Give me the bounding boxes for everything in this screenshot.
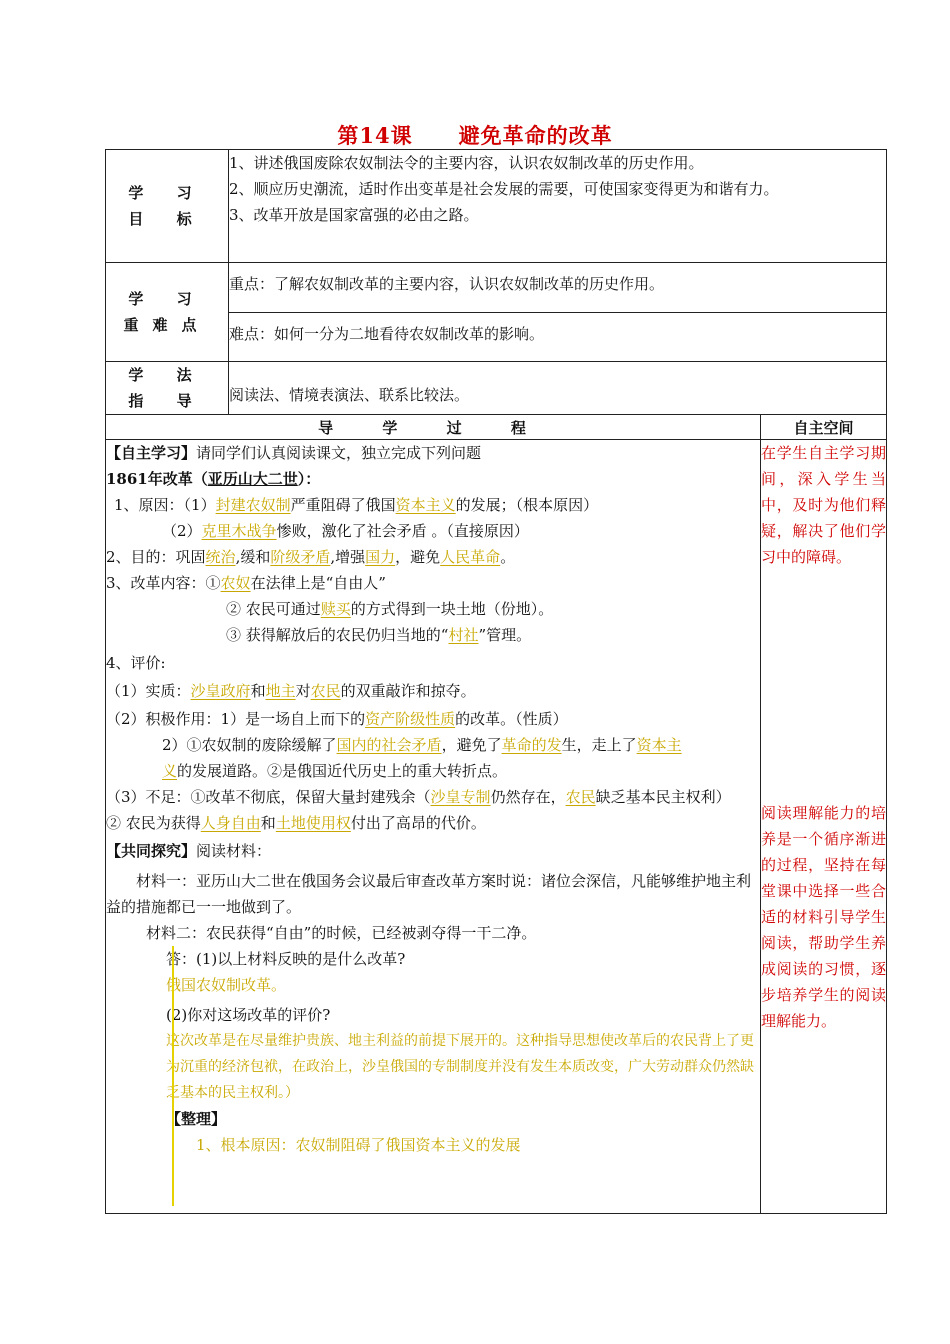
lesson-plan-table [105,149,887,1214]
answer-1: 俄国农奴制改革。 [166,976,287,994]
difficult-point: 难点：如何一分为二地看待农奴制改革的影响。 [229,313,887,362]
space-note-1: 在学生自主学习期间，深入学生当中，及时为他们释疑，解决了他们学习中的障碍。 [761,444,886,566]
objectives-label: 学 习 目 标 [106,150,229,263]
objectives-row [106,150,887,263]
question-2: (2)你对这场改革的评价? [166,1006,331,1024]
lesson-title [0,120,950,150]
method-label: 学 法 指 导 [106,362,229,415]
sort-item-1: 1、根本原因：农奴制阻碍了俄国资本主义的发展 [196,1136,521,1154]
reform-title: 1861年改革（亚历山大二世）： [106,470,321,488]
keypoint-row [106,263,887,313]
positive-line-1: （2）积极作用：1）是一场自上而下的资产阶级性质的改革。（性质） [106,710,568,728]
process-row [106,440,887,1214]
answer-2: 这次改革是在尽量维护贵族、地主利益的前提下展开的。这种指导思想使改革后的农民背上了更为沉重的经济包袱，在政治上，沙皇俄国的专制制度并没有发生本质改变，广大劳动群众仍然缺乏基本的民主权利。） [166,1033,754,1101]
method-text: 阅读法、情境表演法、联系比较法。 [229,362,887,415]
space-column [761,440,887,1214]
process-content [106,440,761,1214]
objective-3: 3、改革开放是国家富强的必由之路。 [229,206,479,224]
material-2: 材料二：农民获得“自由”的时候，已经被剥夺得一干二净。 [146,924,537,942]
self-study-tag: 【自主学习】 [106,444,197,462]
keypoints-label: 学 习 重难点 [106,263,229,362]
key-point: 重点：了解农奴制改革的主要内容，认识农奴制改革的历史作用。 [229,263,887,313]
negative-line-1: （3）不足：①改革不彻底，保留大量封建残余（沙皇专制仍然存在，农民缺乏基本民主权利） [106,788,731,806]
method-row [106,362,887,415]
lesson-name: 避免革命的改革 [458,123,613,148]
cause-line-1: 1、原因：（1）封建农奴制严重阻碍了俄国资本主义的发展；（根本原因） [114,496,599,514]
explore-heading: 【共同探究】阅读材料： [106,842,272,860]
lesson-number: 第14课 [337,123,413,148]
positive-line-3: 义的发展道路。②是俄国近代历史上的重大转折点。 [162,762,508,780]
evaluation-heading: 4、评价: [106,654,166,672]
content-line-3: ③ 获得解放后的农民仍归当地的“村社”管理。 [226,626,532,644]
self-study-text: 请同学们认真阅读课文，独立完成下列问题 [196,444,482,462]
space-header: 自主空间 [761,415,887,440]
negative-line-2: ② 农民为获得人身自由和土地使用权付出了高昂的代价。 [106,814,486,832]
objectives-content [229,150,887,263]
objective-1: 1、讲述俄国废除农奴制法令的主要内容，认识农奴制改革的历史作用。 [229,154,704,172]
content-line-1: 3、改革内容：①农奴在法律上是“自由人” [106,574,386,592]
positive-line-2: 2）①农奴制的废除缓解了国内的社会矛盾，避免了革命的发生，走上了资本主 [162,736,682,754]
aim-line: 2、目的：巩固统治,缓和阶级矛盾,增强国力，避免人民革命。 [106,548,516,566]
space-note-2: 阅读理解能力的培养是一个循序渐进的过程，坚持在每堂课中选择一些合适的材料引导学生阅读，帮助学生养成阅读的习惯，逐步培养学生的阅读理解能力。 [761,804,886,1030]
sort-heading: 【整理】 [166,1110,227,1128]
bracket-mark [172,946,184,1206]
question-1: 答：(1)以上材料反映的是什么改革? [166,950,406,968]
material-1: 材料一：亚历山大二世在俄国务会议最后审查改革方案时说：诸位会深信，凡能够维护地主利益的措施都已一一地做到了。 [106,872,752,916]
essence-line: （1）实质：沙皇政府和地主对农民的双重敲诈和掠夺。 [106,682,476,700]
answer-block [106,946,760,1158]
cause-line-2: （2）克里木战争惨败，激化了社会矛盾 。（直接原因） [162,522,529,540]
objective-2: 2、顺应历史潮流，适时作出变革是社会发展的需要，可使国家变得更为和谐有力。 [229,180,779,198]
header-row [106,415,887,440]
content-line-2: ② 农民可通过赎买的方式得到一块土地（份地）。 [226,600,554,618]
process-header: 导 学 过 程 [106,415,761,440]
